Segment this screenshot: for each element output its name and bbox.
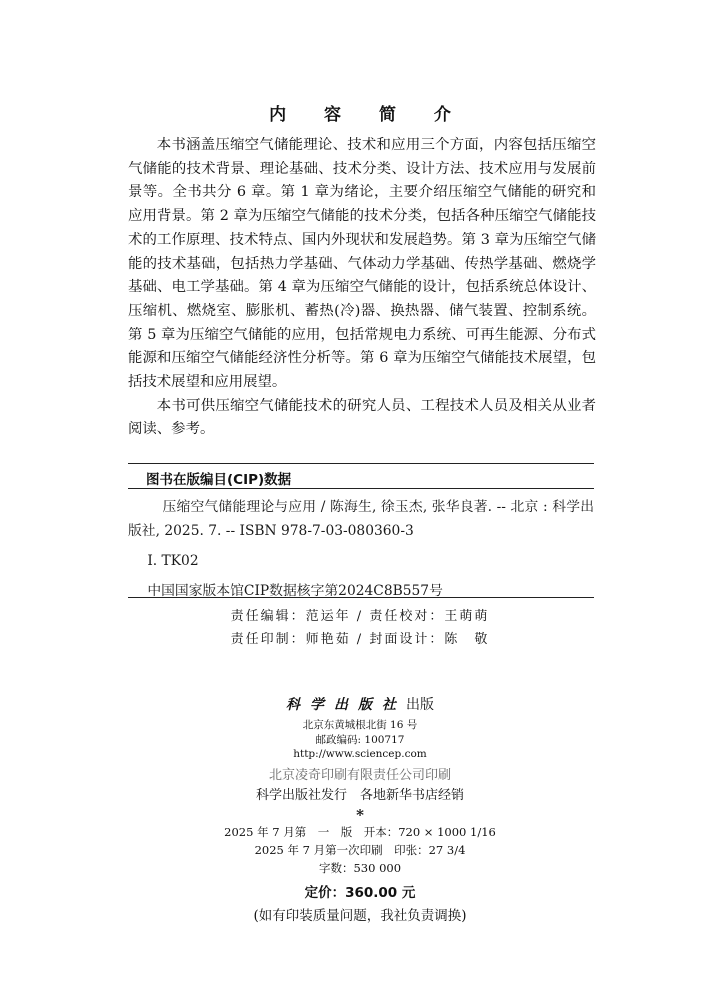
cip-heading-rule [128,488,594,489]
page-title: 内 容 简 介 [269,105,467,125]
quality-notice: (如有印装质量问题，我社负责调换) [253,908,467,924]
printer-line: 北京凌奇印刷有限责任公司印刷 [268,768,451,783]
publisher-suffix: 出版 [406,697,434,713]
impression-info: 2025 年 7 月第一次印刷 印张：27 3/4 [254,843,466,857]
publisher-url: http://www.sciencep.com [293,748,427,760]
price: 定价：360.00 元 [304,885,416,901]
cip-heading: 图书在版编目(CIP)数据 [146,472,292,488]
credits-line-editor: 责任编辑：范运年 / 责任校对：王萌萌 [230,609,490,624]
cip-classification: Ⅰ. TK02 [147,553,199,569]
publisher-postcode: 邮政编码: 100717 [315,733,405,746]
publisher-address: 北京东黄城根北街 16 号 [302,719,418,731]
editorial-credits [0,605,720,651]
publisher-name: 科学出版社 [286,697,406,713]
cip-number: 中国国家版本馆CIP数据核字第2024C8B557号 [147,583,443,599]
distributor-line: 科学出版社发行 各地新华书店经销 [255,788,464,803]
cip-record: 压缩空气储能理论与应用 / 陈海生, 徐玉杰, 张华良著. -- 北京 : 科学出版社, 2025. 7. -- ISBN 978-7-03-080360-3 [128,499,594,539]
print-info [0,823,720,877]
cip-bottom-rule [128,597,594,598]
word-count: 字数：530 000 [318,861,402,875]
cip-top-rule [128,463,594,464]
abstract-section [128,134,596,442]
cip-record-block [128,495,594,603]
credits-line-printing: 责任印制：师艳茹 / 封面设计：陈 敬 [230,632,490,647]
abstract-paragraph-1: 本书涵盖压缩空气储能理论、技术和应用三个方面，内容包括压缩空气储能的技术背景、理论基础、技术分类、设计方法、技术应用与发展前景等。全书共分 6 章。第 1 章为绪论，主要介绍压缩空气储能的研究和应用背景。第 2 章为压缩空气储能的技术分类，包括各种压缩空气储能技术的工作原理、技术特点、国内外现状和发展趋势。第 3 章为压缩空气储能的技术基础，包括热力学基础、气体动力学基础、传热学基础、燃烧学基础、电工学基础。第 4 章为压缩空气储能的设计，包括系统总体设计、压缩机、燃烧室、膨胀机、蓄热(冷)器、换热器、储气装置、控制系统。第 5 章为压缩空气储能的应用，包括常规电力系统、可再生能源、分布式能源和压缩空气储能经济性分析等。第 6 章为压缩空气储能技术展望，包括技术展望和应用展望。 [128,137,596,391]
publisher-line [0,694,720,714]
edition-info: 2025 年 7 月第 一 版 开本：720 × 1000 1/16 [224,825,496,839]
separator-asterisk: * [356,806,364,824]
publisher-contact [0,718,720,762]
abstract-paragraph-2: 本书可供压缩空气储能技术的研究人员、工程技术人员及相关从业者阅读、参考。 [128,397,596,438]
